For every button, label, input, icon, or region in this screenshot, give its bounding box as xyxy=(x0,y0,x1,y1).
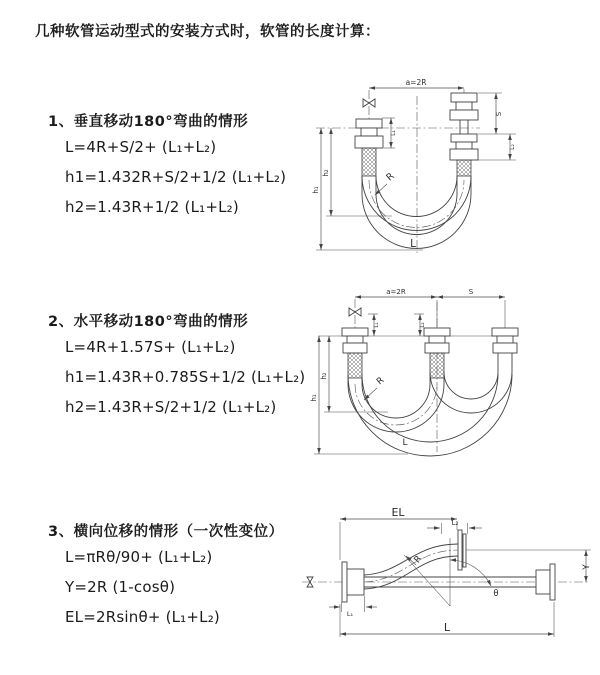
dim-label-h2: h₂ xyxy=(322,169,330,177)
page-title: 几种软管运动型式的安装方式时，软管的长度计算： xyxy=(35,24,380,40)
right-fittings xyxy=(450,93,478,176)
dim-label-el: EL xyxy=(391,506,405,519)
dim-label-s: S xyxy=(468,288,474,296)
dim-l1 xyxy=(329,596,377,618)
dim-label-l: L xyxy=(443,621,451,634)
dim-label-l1: L₁ xyxy=(390,130,397,136)
radius-callout xyxy=(364,376,386,400)
formula: L=4R+S/2+ (L₁+L₂) xyxy=(65,138,217,156)
displaced-flange xyxy=(458,530,466,570)
valve-symbol-icon xyxy=(349,308,361,316)
dim-l1 xyxy=(382,118,397,148)
middle-fitting xyxy=(424,328,450,378)
angle-label: θ xyxy=(493,589,499,599)
left-fitting xyxy=(355,119,383,176)
formula: L=πRθ/90+ (L₁+L₂) xyxy=(65,548,213,566)
dim-s xyxy=(478,93,516,134)
dim-l1 xyxy=(368,314,380,336)
formula: Y=2R (1-cosθ) xyxy=(65,578,176,596)
left-fitting xyxy=(342,328,368,378)
radius-callout xyxy=(375,170,397,195)
radius-label: R xyxy=(375,375,387,388)
section-2-formulas xyxy=(65,332,305,422)
section-1-heading: 1、垂直移动180°弯曲的情形 xyxy=(48,114,249,130)
dim-label-h1: h₁ xyxy=(312,186,320,194)
length-label: L xyxy=(402,438,408,448)
section-1-formulas xyxy=(65,132,286,222)
dim-label-y: Y xyxy=(582,564,592,570)
right-flange xyxy=(536,564,555,600)
hose-u-curves xyxy=(362,176,471,248)
diagram-lateral-displacement xyxy=(298,506,598,646)
radius-label: R xyxy=(384,170,397,184)
hose-u-curves xyxy=(348,372,512,456)
section-3-heading: 3、横向位移的情形（一次性变位） xyxy=(48,524,284,540)
formula: EL=2Rsinθ+ (L₁+L₂) xyxy=(65,608,220,626)
formula: h2=1.43R+S/2+1/2 (L₁+L₂) xyxy=(65,398,277,416)
dim-label-a2r: a=2R xyxy=(405,78,427,87)
dim-a2r xyxy=(369,78,464,93)
dim-l2 xyxy=(473,134,516,160)
dim-label-h1: h₁ xyxy=(310,394,318,402)
dim-label-l2: L₂ xyxy=(420,322,426,328)
dim-s xyxy=(437,288,505,328)
radius-callout xyxy=(406,554,424,565)
dim-l2 xyxy=(427,519,482,534)
formula: h1=1.43R+0.785S+1/2 (L₁+L₂) xyxy=(65,368,306,386)
dim-a2r xyxy=(355,288,437,297)
diagram-horizontal-180-bend xyxy=(308,284,598,459)
formula: h1=1.432R+S/2+1/2 (L₁+L₂) xyxy=(65,168,287,186)
formula: L=4R+1.57S+ (L₁+L₂) xyxy=(65,338,236,356)
right-fitting xyxy=(492,328,518,372)
formula: h2=1.43R+1/2 (L₁+L₂) xyxy=(65,198,239,216)
radius-label: R xyxy=(412,554,425,566)
dim-label-l1: L₁ xyxy=(374,322,380,328)
valve-symbol-icon xyxy=(363,99,375,107)
length-label: L xyxy=(410,238,416,250)
dim-label-l2: L₂ xyxy=(451,519,459,527)
dim-label-s: S xyxy=(495,111,503,117)
dim-label-h2: h₂ xyxy=(320,372,328,380)
dim-label-a2r: a=2R xyxy=(386,288,406,296)
dim-label-l1: L₁ xyxy=(346,610,354,618)
angle-construction xyxy=(404,538,499,606)
dim-label-l2: L₂ xyxy=(509,144,516,150)
left-flange xyxy=(342,562,364,602)
section-3-formulas xyxy=(65,542,220,632)
diagram-vertical-180-bend xyxy=(310,76,590,256)
section-2-heading: 2、水平移动180°弯曲的情形 xyxy=(48,314,249,330)
